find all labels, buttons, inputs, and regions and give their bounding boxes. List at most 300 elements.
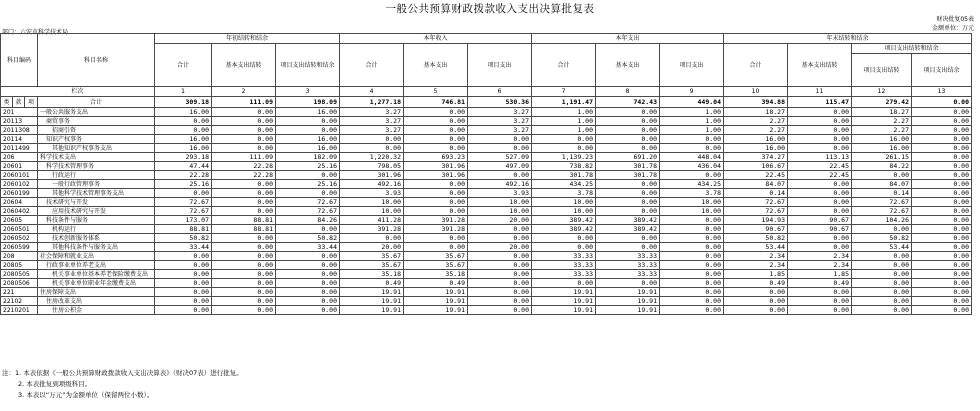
total-cell: 746.81	[404, 97, 468, 108]
amount-cell: 0.00	[912, 126, 972, 135]
amount-cell: 0.00	[212, 135, 276, 144]
amount-cell: 0.00	[404, 207, 468, 216]
subject-name: 一般公共服务支出	[38, 108, 155, 117]
amount-cell: 33.33	[596, 261, 660, 270]
note-2: 2. 本表批复到项级科目。	[18, 380, 92, 388]
amount-cell: 72.67	[276, 198, 340, 207]
amount-cell: 0.00	[276, 279, 340, 288]
amount-cell: 3.27	[340, 108, 404, 117]
amount-cell: 0.00	[852, 288, 912, 297]
amount-cell: 0.00	[276, 171, 340, 180]
amount-cell: 0.00	[660, 270, 724, 279]
table-row	[1, 261, 972, 270]
department-label: 部门：六安市科学技术局	[2, 29, 69, 36]
column-number: 5	[404, 87, 468, 97]
header-income-project: 项目支出	[468, 44, 532, 87]
amount-cell: 0.00	[212, 108, 276, 117]
amount-cell: 0.00	[155, 297, 212, 306]
amount-cell: 84.07	[852, 180, 912, 189]
total-cell: 1,191.47	[532, 97, 596, 108]
amount-cell: 0.00	[788, 117, 852, 126]
amount-cell: 0.00	[788, 144, 852, 153]
amount-cell: 0.00	[276, 225, 340, 234]
amount-cell: 0.00	[276, 288, 340, 297]
total-cell: 111.09	[212, 97, 276, 108]
amount-cell: 0.00	[788, 108, 852, 117]
amount-cell: 88.81	[212, 225, 276, 234]
amount-cell: 492.16	[468, 180, 532, 189]
amount-cell: 0.00	[276, 261, 340, 270]
amount-cell: 19.91	[532, 306, 596, 315]
total-cell: 198.09	[276, 97, 340, 108]
amount-cell: 182.09	[276, 153, 340, 162]
amount-cell: 106.67	[724, 162, 788, 171]
amount-cell: 113.13	[788, 153, 852, 162]
amount-cell: 0.00	[468, 234, 532, 243]
amount-cell: 0.00	[660, 144, 724, 153]
amount-cell: 0.00	[596, 189, 660, 198]
amount-cell: 0.00	[912, 216, 972, 225]
subject-name: 住房改革支出	[38, 297, 155, 306]
table-row	[1, 288, 972, 297]
subject-name: 技术研究与开发	[38, 198, 155, 207]
total-cell: 309.18	[155, 97, 212, 108]
amount-cell: 0.00	[212, 270, 276, 279]
amount-cell: 0.00	[912, 135, 972, 144]
amount-cell: 84.26	[276, 216, 340, 225]
amount-cell: 90.67	[788, 216, 852, 225]
subject-code: 201	[1, 108, 38, 117]
header-end-project-balance: 项目支出结余	[912, 54, 972, 87]
amount-cell: 84.07	[724, 180, 788, 189]
amount-cell: 0.14	[724, 189, 788, 198]
amount-cell: 22.45	[724, 171, 788, 180]
amount-cell: 0.00	[276, 117, 340, 126]
amount-cell: 0.00	[468, 144, 532, 153]
amount-cell: 16.00	[276, 144, 340, 153]
amount-cell: 18.27	[852, 108, 912, 117]
subject-code: 2060199	[1, 189, 38, 198]
table-row	[1, 225, 972, 234]
amount-cell: 22.28	[212, 162, 276, 171]
amount-cell: 16.00	[276, 108, 340, 117]
unit-label: 金额单位：万元	[931, 25, 974, 32]
total-cell: 115.47	[788, 97, 852, 108]
column-number: 12	[852, 87, 912, 97]
subject-code: 20114	[1, 135, 38, 144]
amount-cell: 261.15	[852, 153, 912, 162]
subject-code: 2080506	[1, 279, 38, 288]
amount-cell: 0.00	[660, 261, 724, 270]
subject-name: 科学技术支出	[38, 153, 155, 162]
amount-cell: 0.00	[155, 252, 212, 261]
amount-cell: 2.34	[788, 252, 852, 261]
amount-cell: 0.00	[788, 198, 852, 207]
header-begin: 年初结转和结余	[155, 34, 340, 44]
amount-cell: 0.00	[660, 216, 724, 225]
amount-cell: 1.00	[532, 126, 596, 135]
row-label: 栏次	[1, 87, 155, 97]
amount-cell: 0.00	[532, 135, 596, 144]
amount-cell: 492.16	[340, 180, 404, 189]
total-cell: 1,277.18	[340, 97, 404, 108]
subject-name: 应用技术研究与开发	[38, 207, 155, 216]
table-row	[1, 306, 972, 315]
amount-cell: 0.00	[212, 198, 276, 207]
amount-cell: 0.00	[912, 270, 972, 279]
table-row	[1, 252, 972, 261]
amount-cell: 0.00	[468, 225, 532, 234]
amount-cell: 50.82	[724, 234, 788, 243]
amount-cell: 0.00	[852, 279, 912, 288]
column-number: 9	[660, 87, 724, 97]
table-row	[1, 162, 972, 171]
amount-cell: 19.91	[596, 297, 660, 306]
amount-cell: 0.00	[912, 144, 972, 153]
subject-name: 机关事业单位基本养老保险缴费支出	[38, 270, 155, 279]
amount-cell: 0.00	[912, 153, 972, 162]
amount-cell: 301.96	[404, 171, 468, 180]
total-cell: 279.42	[852, 97, 912, 108]
amount-cell: 1.00	[532, 108, 596, 117]
amount-cell: 389.42	[596, 225, 660, 234]
table-row	[1, 189, 972, 198]
header-end-project: 项目支出结转和结余	[852, 44, 972, 54]
subject-code: 2060502	[1, 234, 38, 243]
amount-cell: 84.22	[852, 162, 912, 171]
amount-cell: 3.27	[340, 126, 404, 135]
amount-cell: 35.67	[340, 252, 404, 261]
amount-cell: 301.78	[596, 171, 660, 180]
subject-name: 其他科学技术管理事务支出	[38, 189, 155, 198]
table-row	[1, 117, 972, 126]
amount-cell: 0.00	[660, 225, 724, 234]
amount-cell: 0.00	[596, 234, 660, 243]
amount-cell: 10.00	[660, 198, 724, 207]
subject-code: 2210201	[1, 306, 38, 315]
amount-cell: 0.00	[912, 243, 972, 252]
amount-cell: 3.78	[532, 189, 596, 198]
amount-cell: 35.67	[404, 261, 468, 270]
amount-cell: 0.00	[532, 243, 596, 252]
total-cell: 742.43	[596, 97, 660, 108]
amount-cell: 1.00	[660, 108, 724, 117]
amount-cell: 72.67	[852, 198, 912, 207]
amount-cell: 35.67	[340, 261, 404, 270]
header-end-project-carryover: 项目支出结转	[852, 54, 912, 87]
total-cell: 394.88	[724, 97, 788, 108]
column-number: 4	[340, 87, 404, 97]
subject-code: 206	[1, 153, 38, 162]
amount-cell: 2.27	[724, 117, 788, 126]
amount-cell: 0.00	[212, 279, 276, 288]
amount-cell: 10.00	[340, 198, 404, 207]
amount-cell: 19.91	[340, 306, 404, 315]
amount-cell: 691.20	[596, 153, 660, 162]
amount-cell: 0.00	[912, 279, 972, 288]
amount-cell: 0.00	[155, 126, 212, 135]
amount-cell: 0.00	[276, 306, 340, 315]
amount-cell: 0.00	[212, 207, 276, 216]
amount-cell: 0.00	[788, 180, 852, 189]
amount-cell: 0.00	[212, 189, 276, 198]
amount-cell: 19.91	[340, 297, 404, 306]
amount-cell: 3.27	[468, 117, 532, 126]
subject-name: 其他科技条件与服务支出	[38, 243, 155, 252]
amount-cell: 22.28	[155, 171, 212, 180]
header-expense-project: 项目支出	[660, 44, 724, 87]
subject-code: 2060501	[1, 225, 38, 234]
report-title: 一般公共预算财政拨款收入支出决算批复表	[385, 3, 595, 15]
amount-cell: 0.00	[404, 108, 468, 117]
amount-cell: 0.00	[340, 234, 404, 243]
amount-cell: 2.34	[724, 261, 788, 270]
subject-code: 2060402	[1, 207, 38, 216]
amount-cell: 0.00	[596, 198, 660, 207]
amount-cell: 16.00	[155, 135, 212, 144]
amount-cell: 3.27	[468, 126, 532, 135]
amount-cell: 0.00	[912, 189, 972, 198]
amount-cell: 10.00	[660, 207, 724, 216]
header-end: 年末结转和结余	[724, 34, 972, 44]
header-begin-basic: 基本支出结转	[212, 44, 276, 87]
header-begin-total: 合计	[155, 44, 212, 87]
amount-cell: 0.00	[596, 180, 660, 189]
amount-cell: 22.45	[788, 162, 852, 171]
amount-cell: 0.00	[852, 270, 912, 279]
amount-cell: 22.45	[788, 171, 852, 180]
subject-name: 行政事业单位养老支出	[38, 261, 155, 270]
table-row	[1, 234, 972, 243]
amount-cell: 0.00	[404, 189, 468, 198]
amount-cell: 0.00	[468, 279, 532, 288]
amount-cell: 0.00	[276, 297, 340, 306]
amount-cell: 389.42	[596, 216, 660, 225]
subject-code: 2011499	[1, 144, 38, 153]
amount-cell: 72.67	[724, 207, 788, 216]
amount-cell: 0.00	[912, 171, 972, 180]
amount-cell: 88.81	[155, 225, 212, 234]
amount-cell: 693.23	[404, 153, 468, 162]
subject-code: 20605	[1, 216, 38, 225]
amount-cell: 2.34	[788, 261, 852, 270]
amount-cell: 25.16	[155, 180, 212, 189]
subject-name: 商贸事务	[38, 117, 155, 126]
amount-cell: 0.00	[660, 252, 724, 261]
amount-cell: 0.00	[532, 144, 596, 153]
amount-cell: 434.25	[660, 180, 724, 189]
amount-cell: 0.00	[660, 243, 724, 252]
amount-cell: 389.42	[532, 216, 596, 225]
column-number: 8	[596, 87, 660, 97]
amount-cell: 50.82	[276, 234, 340, 243]
amount-cell: 1.85	[724, 270, 788, 279]
subject-code: 2060599	[1, 243, 38, 252]
amount-cell: 22.28	[212, 171, 276, 180]
table-row	[1, 126, 972, 135]
subject-code: 20601	[1, 162, 38, 171]
amount-cell: 0.00	[155, 279, 212, 288]
amount-cell: 3.78	[660, 189, 724, 198]
amount-cell: 16.00	[276, 135, 340, 144]
amount-cell: 0.00	[788, 207, 852, 216]
amount-cell: 0.00	[155, 306, 212, 315]
amount-cell: 16.00	[155, 108, 212, 117]
subject-code: 22102	[1, 297, 38, 306]
amount-cell: 20.00	[468, 243, 532, 252]
amount-cell: 0.00	[276, 189, 340, 198]
amount-cell: 0.00	[724, 288, 788, 297]
amount-cell: 0.00	[912, 252, 972, 261]
amount-cell: 35.67	[404, 252, 468, 261]
amount-cell: 3.93	[468, 189, 532, 198]
amount-cell: 10.00	[468, 198, 532, 207]
amount-cell: 3.93	[340, 189, 404, 198]
column-number: 7	[532, 87, 596, 97]
amount-cell: 0.00	[532, 279, 596, 288]
header-income-total: 合计	[340, 44, 404, 87]
amount-cell: 738.82	[532, 162, 596, 171]
sum-label: 合计	[38, 97, 155, 108]
table-row	[1, 270, 972, 279]
table-row	[1, 198, 972, 207]
amount-cell: 0.49	[404, 279, 468, 288]
header-code: 科目编码	[1, 34, 38, 87]
amount-cell: 47.44	[155, 162, 212, 171]
amount-cell: 0.00	[155, 117, 212, 126]
column-number: 13	[912, 87, 972, 97]
amount-cell: 53.44	[852, 243, 912, 252]
budget-table	[0, 33, 972, 315]
amount-cell: 16.00	[852, 144, 912, 153]
amount-cell: 173.07	[155, 216, 212, 225]
amount-cell: 25.16	[276, 162, 340, 171]
amount-cell: 0.00	[212, 234, 276, 243]
amount-cell: 1,139.23	[532, 153, 596, 162]
amount-cell: 33.33	[532, 270, 596, 279]
amount-cell: 0.49	[724, 279, 788, 288]
amount-cell: 19.91	[404, 306, 468, 315]
subject-name: 机构运行	[38, 225, 155, 234]
amount-cell: 0.00	[404, 144, 468, 153]
amount-cell: 0.00	[276, 126, 340, 135]
subject-code: 20805	[1, 261, 38, 270]
amount-cell: 0.00	[404, 198, 468, 207]
amount-cell: 527.09	[468, 153, 532, 162]
subject-name: 行政运行	[38, 171, 155, 180]
amount-cell: 0.00	[660, 288, 724, 297]
amount-cell: 301.96	[404, 162, 468, 171]
header-expense-basic: 基本支出	[596, 44, 660, 87]
amount-cell: 90.67	[788, 225, 852, 234]
amount-cell: 0.00	[212, 243, 276, 252]
amount-cell: 0.00	[788, 288, 852, 297]
amount-cell: 10.00	[532, 207, 596, 216]
amount-cell: 0.00	[212, 288, 276, 297]
class-item-label: 款	[13, 97, 25, 108]
amount-cell: 0.00	[724, 297, 788, 306]
header-begin-project: 项目支出结转和结余	[276, 44, 340, 87]
amount-cell: 16.00	[724, 144, 788, 153]
total-cell: 530.36	[468, 97, 532, 108]
amount-cell: 0.00	[468, 297, 532, 306]
amount-cell: 0.00	[596, 126, 660, 135]
note-1: 注：1. 本表依据《一般公共预算财政拨款收入支出决算表》（财决07表）进行批复。	[2, 369, 243, 377]
amount-cell: 0.00	[468, 171, 532, 180]
amount-cell: 0.00	[596, 144, 660, 153]
amount-cell: 391.28	[340, 225, 404, 234]
amount-cell: 1.00	[660, 117, 724, 126]
amount-cell: 0.00	[912, 234, 972, 243]
amount-cell: 0.00	[276, 252, 340, 261]
amount-cell: 0.00	[912, 225, 972, 234]
amount-cell: 0.00	[468, 306, 532, 315]
amount-cell: 0.00	[532, 234, 596, 243]
amount-cell: 25.16	[276, 180, 340, 189]
amount-cell: 0.00	[155, 189, 212, 198]
amount-cell: 50.82	[852, 234, 912, 243]
amount-cell: 20.00	[468, 216, 532, 225]
amount-cell: 35.18	[340, 270, 404, 279]
amount-cell: 18.27	[724, 108, 788, 117]
amount-cell: 0.00	[340, 144, 404, 153]
amount-cell: 374.27	[724, 153, 788, 162]
table-code: 财决批复05表	[936, 16, 974, 23]
table-row	[1, 180, 972, 189]
amount-cell: 391.28	[404, 216, 468, 225]
amount-cell: 0.00	[852, 297, 912, 306]
table-row	[1, 207, 972, 216]
amount-cell: 0.00	[788, 306, 852, 315]
subject-code: 2060102	[1, 180, 38, 189]
amount-cell: 72.67	[155, 198, 212, 207]
header-row-groups	[1, 34, 972, 44]
amount-cell: 0.00	[404, 126, 468, 135]
amount-cell: 0.00	[155, 270, 212, 279]
amount-cell: 35.18	[404, 270, 468, 279]
amount-cell: 301.96	[340, 171, 404, 180]
amount-cell: 1.00	[660, 126, 724, 135]
amount-cell: 33.33	[532, 252, 596, 261]
subject-name: 技术创新服务体系	[38, 234, 155, 243]
amount-cell: 0.00	[212, 126, 276, 135]
amount-cell: 16.00	[852, 135, 912, 144]
amount-cell: 0.00	[724, 306, 788, 315]
amount-cell: 10.00	[468, 207, 532, 216]
table-row	[1, 279, 972, 288]
amount-cell: 293.18	[155, 153, 212, 162]
subject-name: 住房公积金	[38, 306, 155, 315]
amount-cell: 0.00	[852, 171, 912, 180]
amount-cell: 0.00	[155, 261, 212, 270]
amount-cell: 0.00	[788, 234, 852, 243]
amount-cell: 88.81	[212, 216, 276, 225]
total-row	[1, 97, 972, 108]
amount-cell: 72.67	[852, 207, 912, 216]
amount-cell: 389.42	[532, 225, 596, 234]
amount-cell: 50.82	[155, 234, 212, 243]
subject-code: 221	[1, 288, 38, 297]
amount-cell: 0.00	[212, 306, 276, 315]
amount-cell: 798.05	[340, 162, 404, 171]
amount-cell: 0.00	[912, 162, 972, 171]
amount-cell: 0.00	[852, 225, 912, 234]
amount-cell: 16.00	[724, 135, 788, 144]
amount-cell: 0.00	[596, 207, 660, 216]
amount-cell: 0.00	[852, 261, 912, 270]
amount-cell: 0.00	[596, 108, 660, 117]
table-row	[1, 171, 972, 180]
